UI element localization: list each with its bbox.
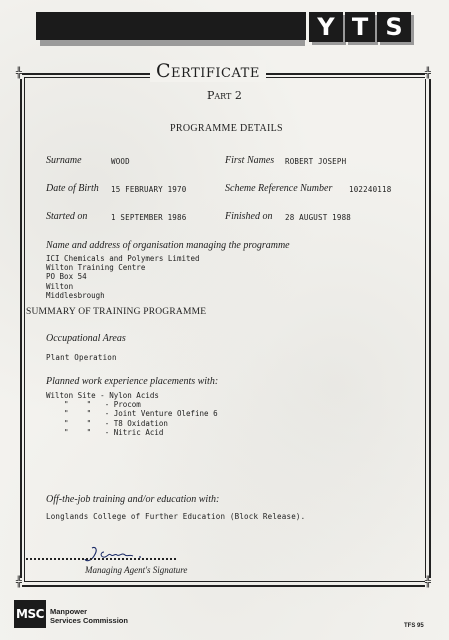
certificate-title: Certificate (150, 60, 266, 82)
programme-details-heading: PROGRAMME DETAILS (170, 123, 283, 134)
header-bar (36, 12, 306, 40)
scheme-ref-label: Scheme Reference Number (225, 183, 333, 194)
organisation-address (46, 254, 200, 300)
occupational-areas-label: Occupational Areas (46, 333, 126, 344)
occupational-areas-value: Plant Operation (46, 353, 117, 362)
yts-logo-letter-y: Y (309, 12, 343, 42)
frame-bottom-border (20, 585, 431, 587)
address-line: Wilton (46, 281, 74, 291)
yts-logo-letter-s: S (377, 12, 411, 42)
placement-line: " " - Joint Venture Olefine 6 (46, 409, 218, 419)
placements-list (46, 391, 218, 437)
off-the-job-value: Longlands College of Further Education (Block Release). (46, 512, 306, 521)
signature-scrawl (80, 544, 160, 566)
signature-label: Managing Agent's Signature (85, 565, 188, 575)
off-the-job-label: Off-the-job training and/or education with: (46, 494, 220, 505)
scheme-ref-value: 102240118 (349, 185, 392, 194)
address-line: PO Box 54 (46, 272, 87, 282)
started-value: 1 SEPTEMBER 1986 (111, 213, 187, 222)
frame-left-inner-border (24, 77, 25, 581)
organisation-label: Name and address of organisation managing the programme (46, 240, 290, 251)
placement-line: " " - Nitric Acid (46, 427, 164, 437)
placement-line: " " - Procom (46, 400, 141, 410)
yts-logo (309, 12, 411, 42)
started-label: Started on (46, 211, 88, 222)
frame-right-border (429, 73, 431, 585)
corner-ornament-bottom-left: ╬ (16, 577, 23, 588)
first-names-label: First Names (225, 155, 275, 166)
form-code: TFS 95 (404, 623, 424, 629)
yts-logo-letter-t: T (345, 12, 375, 42)
first-names-value: ROBERT JOSEPH (285, 157, 347, 166)
frame-right-inner-border (425, 77, 426, 581)
organisation-name-line: Manpower (50, 607, 88, 616)
finished-label: Finished on (225, 211, 273, 222)
part-label: Part 2 (207, 89, 242, 102)
address-line: Middlesbrough (46, 290, 105, 300)
corner-ornament-bottom-right: ╬ (425, 577, 432, 588)
organisation-name-line: Services Commission (50, 615, 128, 625)
placement-line: Wilton Site - Nylon Acids (46, 391, 159, 400)
address-line: Wilton Training Centre (46, 263, 146, 273)
placements-label: Planned work experience placements with: (46, 376, 219, 387)
surname-label: Surname (46, 155, 82, 166)
address-line: ICI Chemicals and Polymers Limited (46, 254, 200, 263)
dob-value: 15 FEBRUARY 1970 (111, 185, 187, 194)
signature-line (26, 558, 176, 560)
issuing-organisation (50, 608, 128, 625)
msc-logo: MSC (14, 600, 46, 628)
finished-value: 28 AUGUST 1988 (285, 213, 352, 222)
surname-value: WOOD (111, 157, 130, 166)
frame-bottom-inner-border (24, 581, 426, 582)
summary-heading: SUMMARY OF TRAINING PROGRAMME (26, 307, 207, 317)
corner-ornament-top-left: ╬ (16, 68, 23, 79)
frame-left-border (20, 73, 22, 585)
placement-line: " " - T8 Oxidation (46, 418, 168, 428)
dob-label: Date of Birth (46, 183, 99, 194)
corner-ornament-top-right: ╬ (425, 68, 432, 79)
